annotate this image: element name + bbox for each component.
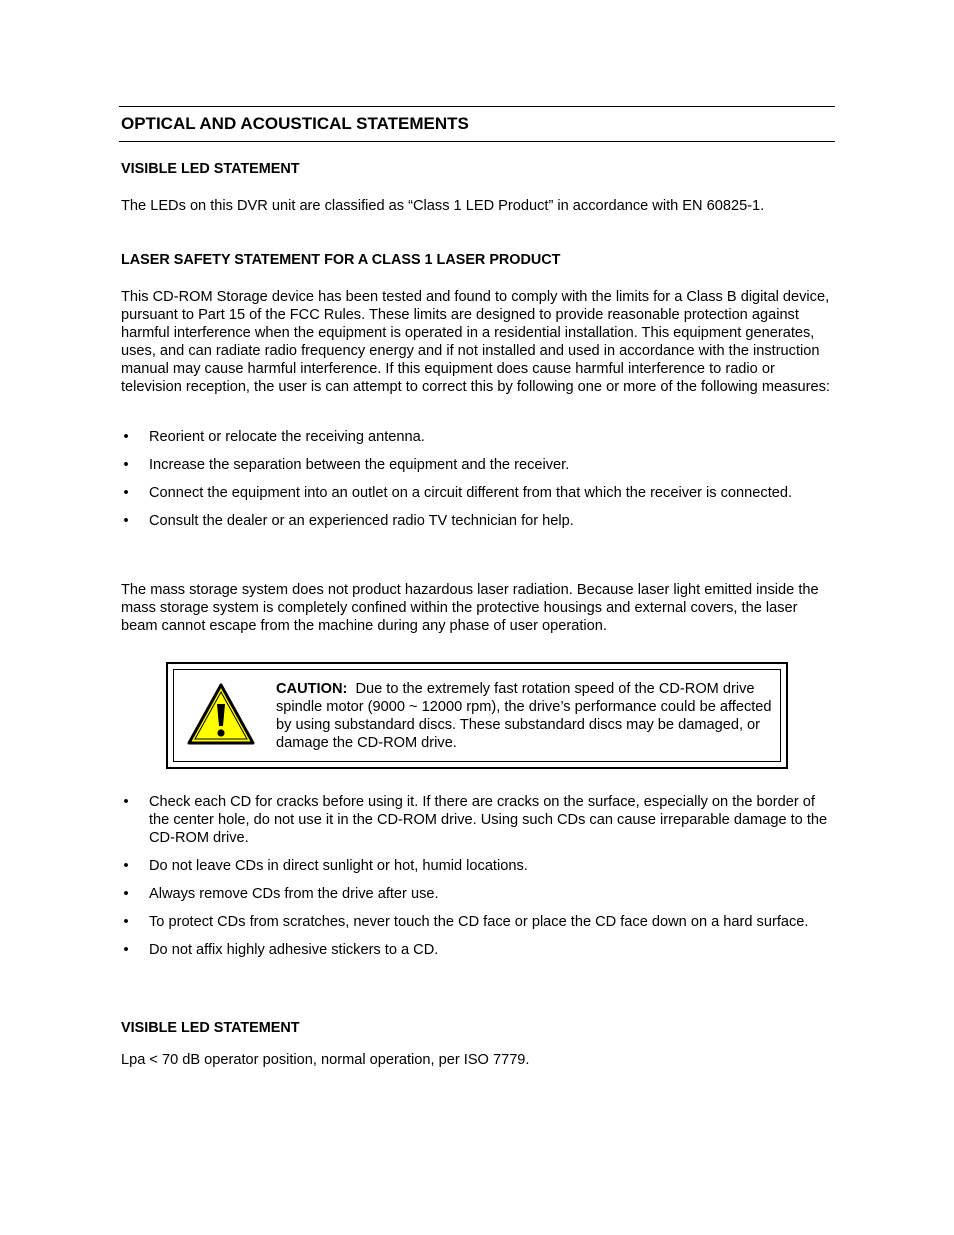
laser-safety-heading: LASER SAFETY STATEMENT FOR A CLASS 1 LASER PRODUCT <box>121 252 561 268</box>
interference-measures-list <box>121 428 833 540</box>
caution-text: Due to the extremely fast rotation speed of the CD-ROM drive spindle motor (9000 ~ 12000 rpm), the drive’s performance could be affected by using substandard discs. These substandard discs may be damaged, or damage the CD-ROM drive. <box>276 681 772 751</box>
bullet-icon: • <box>123 886 129 902</box>
list-item <box>121 428 833 446</box>
caution-box <box>166 662 788 769</box>
bullet-icon: • <box>123 513 129 529</box>
page-title: OPTICAL AND ACOUSTICAL STATEMENTS <box>121 114 469 133</box>
list-item-text: To protect CDs from scratches, never touch the CD face or place the CD face down on a hard surface. <box>149 914 809 930</box>
caution-box-inner <box>173 669 781 762</box>
warning-triangle-icon <box>186 682 256 746</box>
laser-safety-text: This CD-ROM Storage device has been tested and found to comply with the limits for a Class B digital device, pursuant to Part 15 of the FCC Rules. These limits are designed to provide reasonable protection against harmful interference when the equipment is operated in a residential installation. This equipment generates, uses, and can radiate radio frequency energy and if not installed and used in accordance with the instruction manual may cause harmful interference. If this equipment does cause harmful interference to radio or television reception, the user is can attempt to correct this by following one or more of the following measures: <box>121 289 830 395</box>
list-item <box>121 484 833 502</box>
list-item <box>121 857 833 875</box>
bullet-icon: • <box>123 942 129 958</box>
list-item-text: Connect the equipment into an outlet on a circuit different from that which the receiver is connected. <box>149 485 793 501</box>
acoustic-statement-text: Lpa < 70 dB operator position, normal operation, per ISO 7779. <box>121 1052 530 1068</box>
bullet-icon: • <box>123 914 129 930</box>
bullet-icon: • <box>123 794 129 810</box>
list-item-text: Always remove CDs from the drive after use. <box>149 886 439 902</box>
list-item <box>121 885 833 903</box>
list-item <box>121 456 833 474</box>
caution-message <box>276 680 776 752</box>
list-item-text: Do not leave CDs in direct sunlight or hot, humid locations. <box>149 858 528 874</box>
list-item-text: Do not affix highly adhesive stickers to a CD. <box>149 942 439 958</box>
top-rule <box>119 106 835 107</box>
list-item <box>121 913 833 931</box>
list-item-text: Consult the dealer or an experienced radio TV technician for help. <box>149 513 574 529</box>
list-item-text: Increase the separation between the equipment and the receiver. <box>149 457 570 473</box>
list-item-text: Check each CD for cracks before using it. If there are cracks on the surface, especially on the border of the center hole, do not use it in the CD-ROM drive. Using such CDs can cause irreparable damage to the CD-ROM drive. <box>149 794 828 846</box>
bullet-icon: • <box>123 429 129 445</box>
title-underline-rule <box>119 141 835 142</box>
led-statement-heading: VISIBLE LED STATEMENT <box>121 161 300 177</box>
list-item <box>121 941 833 959</box>
led-statement-text: The LEDs on this DVR unit are classified as “Class 1 LED Product” in accordance with EN 60825-1. <box>121 198 765 214</box>
bullet-icon: • <box>123 858 129 874</box>
list-item <box>121 793 833 847</box>
laser-radiation-text: The mass storage system does not product hazardous laser radiation. Because laser light emitted inside the mass storage system is completely confined within the protective housings and external covers, the laser beam cannot escape from the machine during any phase of user operation. <box>121 582 819 634</box>
list-item-text: Reorient or relocate the receiving antenna. <box>149 429 425 445</box>
acoustic-statement-heading: VISIBLE LED STATEMENT <box>121 1020 300 1036</box>
caution-label: CAUTION: <box>276 681 348 697</box>
bullet-icon: • <box>123 457 129 473</box>
cd-handling-list <box>121 793 833 969</box>
bullet-icon: • <box>123 485 129 501</box>
list-item <box>121 512 833 530</box>
